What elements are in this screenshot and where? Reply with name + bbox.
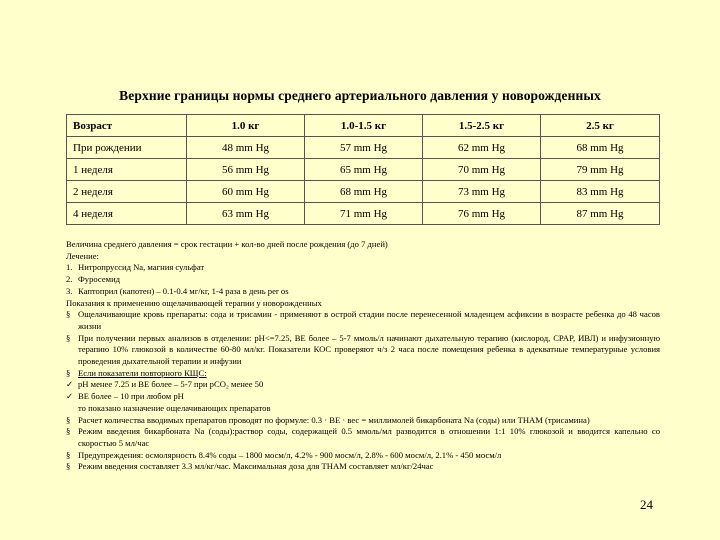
- column-header: 1.5-2.5 кг: [423, 115, 541, 137]
- list-item: [66, 391, 660, 403]
- page-number: 24: [640, 497, 653, 512]
- list-item-text: Режим введения составляет 3.3 мл/кг/час. Максимальная доза для THAM составляет мл/кг/24час: [78, 461, 434, 472]
- pressure-table: [66, 114, 660, 225]
- list-item: [66, 286, 660, 298]
- table-cell: 73 mm Hg: [423, 181, 541, 203]
- table-cell: 57 mm Hg: [305, 137, 423, 159]
- list-item: [66, 461, 660, 473]
- table-cell: 65 mm Hg: [305, 159, 423, 181]
- list-number: 2.: [66, 274, 73, 285]
- table-cell: 60 mm Hg: [187, 181, 305, 203]
- table-row: [67, 159, 660, 181]
- list-item: [66, 262, 660, 274]
- list-item: [66, 274, 660, 286]
- list-item-text: Нитропруссид Na, магния сульфат: [78, 262, 205, 273]
- table-cell: 56 mm Hg: [187, 159, 305, 181]
- list-item: [66, 426, 660, 449]
- table-cell: 76 mm Hg: [423, 203, 541, 225]
- list-item-text: Если показатели повторного КЩС:: [78, 367, 207, 378]
- checkmark-icon: ✓: [66, 379, 74, 390]
- table-row: [67, 137, 660, 159]
- list-item-text: BE более – 10 при любом pH: [78, 391, 184, 402]
- bullet-icon: §: [66, 332, 71, 343]
- list-item-text: Предупреждения: осмолярность 8.4% соды – 1800 мосм/л, 4.2% - 900 мосм/л, 2.8% - 600 мосм/л, 2.1% - 450 мосм/л: [78, 449, 502, 460]
- bullet-icon: §: [66, 309, 71, 320]
- list-item: [66, 415, 660, 427]
- column-header: 2.5 кг: [541, 115, 660, 137]
- list-item: [66, 450, 660, 462]
- list-item-text: Режим введения бикарбоната Na (соды):раствор соды, содержащей 0.5 ммоль/мл разводится в отношении 1:1 10% глюкозой и вводится капельно со скоростью 5 мл/час: [78, 426, 660, 448]
- list-item: [66, 309, 660, 332]
- table-cell: 79 mm Hg: [541, 159, 660, 181]
- list-item-text: pH менее 7.25 и BE более – 5-7 при pCO₂ менее 50: [78, 379, 264, 390]
- formula-text: Величина среднего давления = срок гестации + кол-во дней после рождения (до 7 дней): [66, 239, 388, 249]
- table-header-row: [67, 115, 660, 137]
- column-header: 1.0-1.5 кг: [305, 115, 423, 137]
- table-cell: 87 mm Hg: [541, 203, 660, 225]
- list-number: 3.: [66, 285, 73, 296]
- list-item-text: Фуросемид: [78, 274, 121, 285]
- table-cell: 4 неделя: [67, 203, 187, 225]
- bullet-icon: §: [66, 367, 71, 378]
- treatment-label: Лечение:: [66, 250, 99, 261]
- table-cell: 48 mm Hg: [187, 137, 305, 159]
- table-cell: 68 mm Hg: [305, 181, 423, 203]
- list-item: [66, 333, 660, 368]
- table-cell: 70 mm Hg: [423, 159, 541, 181]
- slide-title: Верхние границы нормы среднего артериального давления у новорожденных: [119, 88, 601, 103]
- list-item-text: При получении первых анализов в отделении: pH<=7.25, BE более – 5-7 ммоль/л начинают дыхательную терапию (кислород, CPAP, ИВЛ) и инфузионную терапию 10% глюкозой в количестве 60-80 мл/кг. Показатели КОС проверяют ч/з 2 часа после помещения ребенка в адекватные температурные условия проведения дыхательной терапии и инфузии: [78, 332, 660, 367]
- notes-block: [66, 239, 660, 473]
- bullet-icon: §: [66, 461, 71, 472]
- checkmark-icon: ✓: [66, 391, 74, 402]
- table-cell: При рождении: [67, 137, 187, 159]
- table-cell: 62 mm Hg: [423, 137, 541, 159]
- table-cell: 1 неделя: [67, 159, 187, 181]
- column-header: 1.0 кг: [187, 115, 305, 137]
- list-item-text: Каптоприл (капотен) – 0.1-0.4 мг/кг, 1-4 раза в день per os: [78, 285, 289, 296]
- table-row: [67, 181, 660, 203]
- list-item: [66, 368, 660, 380]
- indications-label: Показания к применению ощелачивающей терапии у новорожденных: [66, 297, 322, 308]
- table-row: [67, 203, 660, 225]
- table-cell: 68 mm Hg: [541, 137, 660, 159]
- list-item-text: Расчет количества вводимых препаратов проводят по формуле: 0.3 · BE · вес = миллимолей бикарбоната Na (соды) или THAM (трисамина): [78, 414, 590, 425]
- bullet-icon: §: [66, 449, 71, 460]
- table-cell: 83 mm Hg: [541, 181, 660, 203]
- table-cell: 71 mm Hg: [305, 203, 423, 225]
- list-item-text: Ощелачивающие кровь препараты: сода и трисамин - применяют в острой стадии после перенесенной младенцем асфиксии в возрасте ребенка до 48 часов жизни: [78, 309, 660, 331]
- indication-text: то показано назначение ощелачивающих препаратов: [78, 402, 271, 413]
- table-cell: 63 mm Hg: [187, 203, 305, 225]
- bullet-icon: §: [66, 426, 71, 437]
- table-cell: 2 неделя: [67, 181, 187, 203]
- bullet-icon: §: [66, 414, 71, 425]
- list-item: [66, 379, 660, 391]
- column-header: Возраст: [67, 115, 187, 137]
- list-number: 1.: [66, 262, 73, 273]
